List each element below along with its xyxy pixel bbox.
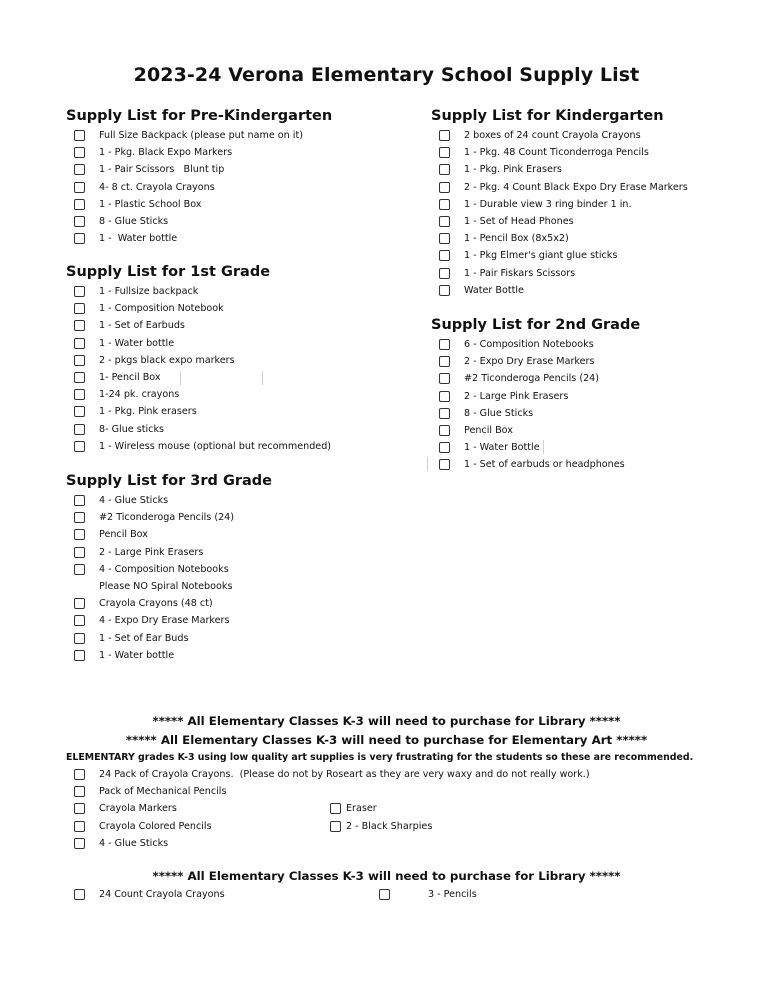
list-item: Crayola Crayons (48 ct) bbox=[66, 595, 272, 612]
checkbox[interactable] bbox=[439, 339, 450, 350]
list-item: 1- Pencil Box bbox=[66, 369, 331, 386]
checkbox[interactable] bbox=[74, 633, 85, 644]
list-item: 4 - Expo Dry Erase Markers bbox=[66, 612, 272, 629]
list-item: 2 - Large Pink Erasers bbox=[431, 388, 640, 405]
checkbox[interactable] bbox=[439, 199, 450, 210]
checkbox[interactable] bbox=[439, 164, 450, 175]
checkbox[interactable] bbox=[439, 442, 450, 453]
checkbox[interactable] bbox=[439, 147, 450, 158]
checkbox[interactable] bbox=[74, 889, 85, 900]
checkbox[interactable] bbox=[439, 216, 450, 227]
checkbox[interactable] bbox=[439, 356, 450, 367]
art-list-right bbox=[322, 800, 432, 834]
list-item: 2 - pkgs black expo markers bbox=[66, 352, 331, 369]
prek-heading: Supply List for Pre-Kindergarten bbox=[66, 108, 333, 124]
checkbox[interactable] bbox=[74, 199, 85, 210]
list-item: #2 Ticonderoga Pencils (24) bbox=[66, 509, 272, 526]
checkbox[interactable] bbox=[439, 130, 450, 141]
kindergarten-section bbox=[431, 105, 688, 299]
list-item: 1 - Water bottle bbox=[66, 230, 332, 247]
list-item: 2 - Expo Dry Erase Markers bbox=[431, 353, 640, 370]
grade3-section bbox=[66, 470, 272, 664]
checkbox[interactable] bbox=[439, 268, 450, 279]
checkbox[interactable] bbox=[74, 424, 85, 435]
list-item: 1 - Pair Scissors Blunt tip bbox=[66, 161, 332, 178]
prek-section bbox=[66, 105, 332, 247]
checkbox[interactable] bbox=[439, 250, 450, 261]
list-item: 1 - Pkg. Black Expo Markers bbox=[66, 144, 332, 161]
list-item: 3 - Pencils bbox=[371, 886, 477, 903]
checkbox[interactable] bbox=[74, 821, 85, 832]
checkbox[interactable] bbox=[74, 372, 85, 383]
list-item: 1 - Pkg Elmer's giant glue sticks bbox=[431, 247, 688, 264]
list-item: 1 - Pkg. 48 Count Ticonderroga Pencils bbox=[431, 144, 688, 161]
checkbox[interactable] bbox=[74, 355, 85, 366]
checkbox[interactable] bbox=[74, 838, 85, 849]
list-item: 2 - Large Pink Erasers bbox=[66, 544, 272, 561]
checkbox[interactable] bbox=[74, 441, 85, 452]
list-item: 1 - Water bottle bbox=[66, 647, 272, 664]
checkbox[interactable] bbox=[74, 182, 85, 193]
checkbox[interactable] bbox=[439, 459, 450, 470]
grade2-section bbox=[431, 314, 640, 474]
list-item: Eraser bbox=[322, 800, 432, 817]
divider bbox=[543, 440, 544, 454]
list-item: 2 - Pkg. 4 Count Black Expo Dry Erase Markers bbox=[431, 179, 688, 196]
list-item: 1 - Pair Fiskars Scissors bbox=[431, 265, 688, 282]
checkbox[interactable] bbox=[74, 147, 85, 158]
checkbox[interactable] bbox=[74, 216, 85, 227]
checkbox[interactable] bbox=[74, 803, 85, 814]
checkbox[interactable] bbox=[74, 650, 85, 661]
library-list bbox=[66, 886, 225, 903]
list-item: 1 - Fullsize backpack bbox=[66, 283, 331, 300]
list-item: 4- 8 ct. Crayola Crayons bbox=[66, 179, 332, 196]
checkbox[interactable] bbox=[74, 233, 85, 244]
checkbox[interactable] bbox=[74, 564, 85, 575]
list-item: 1 - Pkg. Pink erasers bbox=[66, 403, 331, 420]
checkbox[interactable] bbox=[74, 320, 85, 331]
divider bbox=[427, 457, 428, 471]
list-item: Crayola Markers bbox=[66, 800, 590, 817]
list-item: 2 - Black Sharpies bbox=[322, 818, 432, 835]
list-item: Please NO Spiral Notebooks bbox=[99, 581, 233, 593]
art-note: ELEMENTARY grades K-3 using low quality art supplies is very frustrating for the students so these are recommended. bbox=[66, 752, 694, 763]
list-item: Pack of Mechanical Pencils bbox=[66, 783, 590, 800]
list-item: 1 - Set of Ear Buds bbox=[66, 630, 272, 647]
checkbox[interactable] bbox=[439, 391, 450, 402]
grade1-heading: Supply List for 1st Grade bbox=[66, 264, 271, 280]
divider bbox=[180, 371, 181, 385]
list-item: Full Size Backpack (please put name on it) bbox=[66, 127, 332, 144]
list-item: 1 - Water bottle bbox=[66, 335, 331, 352]
list-item: Water Bottle bbox=[431, 282, 688, 299]
checkbox[interactable] bbox=[439, 408, 450, 419]
checkbox[interactable] bbox=[74, 769, 85, 780]
list-item: 1 - Pkg. Pink Erasers bbox=[431, 161, 688, 178]
list-item: 4 - Glue Sticks bbox=[66, 492, 272, 509]
checkbox[interactable] bbox=[74, 615, 85, 626]
list-item: 1 - Wireless mouse (optional but recommended) bbox=[66, 438, 331, 455]
checkbox[interactable] bbox=[74, 130, 85, 141]
list-item: 1 - Composition Notebook bbox=[66, 300, 331, 317]
checkbox[interactable] bbox=[74, 286, 85, 297]
kindergarten-heading: Supply List for Kindergarten bbox=[431, 108, 664, 124]
list-item: 1 - Set of earbuds or headphones bbox=[431, 456, 640, 473]
checkbox[interactable] bbox=[74, 547, 85, 558]
art-heading: ***** All Elementary Classes K-3 will need to purchase for Elementary Art ***** bbox=[125, 733, 648, 747]
checkbox[interactable] bbox=[74, 598, 85, 609]
checkbox[interactable] bbox=[74, 786, 85, 797]
checkbox[interactable] bbox=[379, 889, 390, 900]
grade1-section bbox=[66, 261, 331, 455]
checkbox[interactable] bbox=[74, 529, 85, 540]
list-item: 1-24 pk. crayons bbox=[66, 386, 331, 403]
checkbox[interactable] bbox=[74, 303, 85, 314]
checkbox[interactable] bbox=[74, 406, 85, 417]
list-item: 1 - Set of Head Phones bbox=[431, 213, 688, 230]
list-item: 8 - Glue Sticks bbox=[431, 405, 640, 422]
checkbox[interactable] bbox=[74, 164, 85, 175]
library-list-right bbox=[371, 886, 477, 903]
checkbox[interactable] bbox=[74, 495, 85, 506]
library-heading: ***** All Elementary Classes K-3 will need to purchase for Library ***** bbox=[152, 714, 621, 728]
list-item: Pencil Box bbox=[66, 526, 272, 543]
checkbox[interactable] bbox=[439, 182, 450, 193]
list-item: 6 - Composition Notebooks bbox=[431, 336, 640, 353]
checkbox[interactable] bbox=[74, 512, 85, 523]
list-item: 1 - Set of Earbuds bbox=[66, 317, 331, 334]
list-item: 24 Count Crayola Crayons bbox=[66, 886, 225, 903]
list-item: 1 - Pencil Box (8x5x2) bbox=[431, 230, 688, 247]
grade2-heading: Supply List for 2nd Grade bbox=[431, 317, 641, 333]
list-item: Pencil Box bbox=[431, 422, 640, 439]
list-item: 2 boxes of 24 count Crayola Crayons bbox=[431, 127, 688, 144]
list-item: 8- Glue sticks bbox=[66, 421, 331, 438]
checkbox[interactable] bbox=[74, 389, 85, 400]
checkbox[interactable] bbox=[439, 233, 450, 244]
checkbox[interactable] bbox=[330, 803, 341, 814]
list-item: #2 Ticonderoga Pencils (24) bbox=[431, 370, 640, 387]
checkbox[interactable] bbox=[74, 338, 85, 349]
list-item: 4 - Composition Notebooks bbox=[66, 561, 272, 578]
divider bbox=[262, 371, 263, 385]
checkbox[interactable] bbox=[330, 821, 341, 832]
list-item: 1 - Plastic School Box bbox=[66, 196, 332, 213]
checkbox[interactable] bbox=[439, 425, 450, 436]
list-item: 4 - Glue Sticks bbox=[66, 835, 590, 852]
list-item: 8 - Glue Sticks bbox=[66, 213, 332, 230]
checkbox[interactable] bbox=[439, 285, 450, 296]
list-item: 1 - Durable view 3 ring binder 1 in. bbox=[431, 196, 688, 213]
library-heading-2: ***** All Elementary Classes K-3 will need to purchase for Library ***** bbox=[152, 869, 621, 883]
list-item: 1 - Water Bottle bbox=[431, 439, 640, 456]
list-item: 24 Pack of Crayola Crayons. (Please do not by Roseart as they are very waxy and do not really work.) bbox=[66, 766, 590, 783]
grade3-heading: Supply List for 3rd Grade bbox=[66, 473, 273, 489]
checkbox[interactable] bbox=[439, 373, 450, 384]
list-item: Crayola Colored Pencils bbox=[66, 818, 590, 835]
page-title: 2023-24 Verona Elementary School Supply List bbox=[133, 64, 640, 86]
